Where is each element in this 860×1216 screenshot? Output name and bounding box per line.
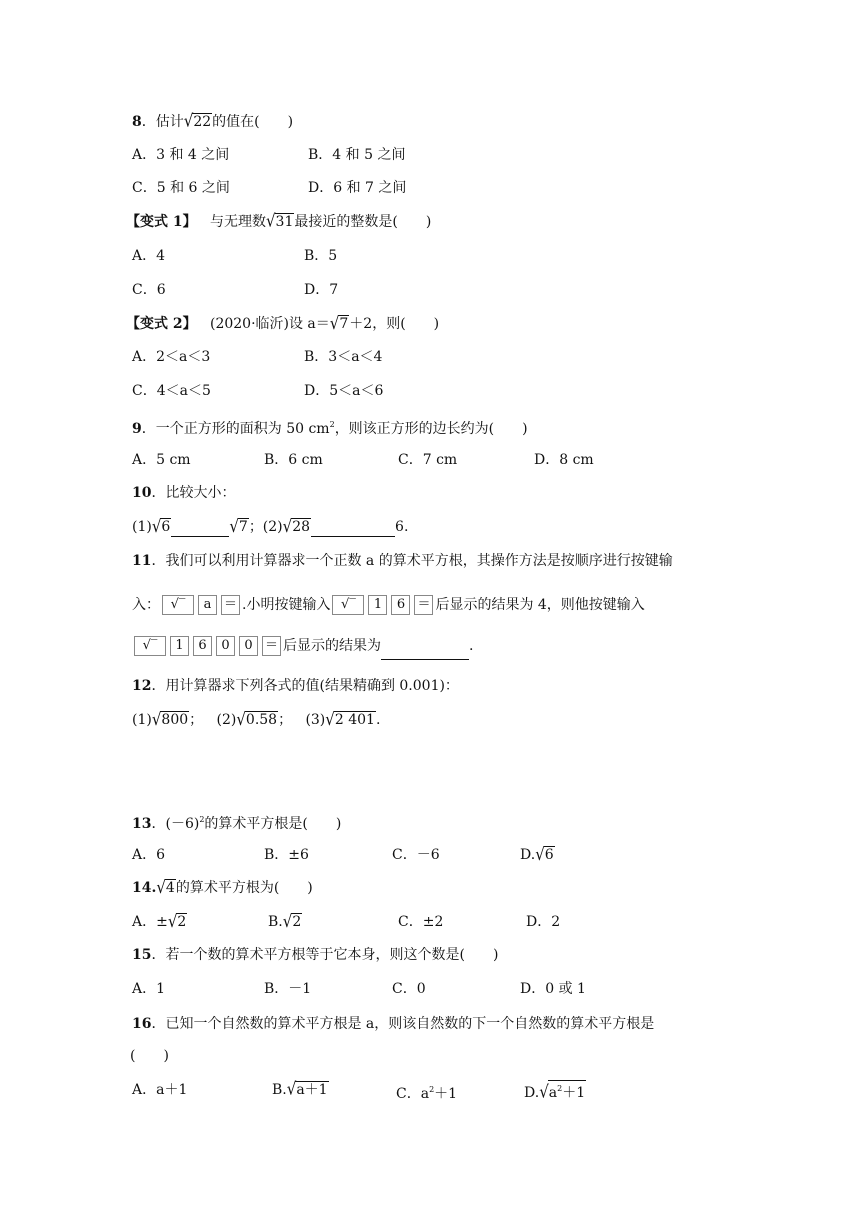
question-11-line-3 xyxy=(132,632,473,660)
radicand xyxy=(548,1080,586,1101)
option-b: B．3＜a＜4 xyxy=(304,349,383,365)
part-label: (2) xyxy=(216,712,237,728)
question-number: 13 xyxy=(132,816,152,832)
option-b xyxy=(272,1080,329,1100)
option-c: C．0 xyxy=(392,981,426,997)
stem-text: ．一个正方形的面积为 50 cm xyxy=(141,421,330,437)
sqrt-key-icon: √‾ xyxy=(134,636,166,656)
sqrt-sign: √ xyxy=(325,708,335,730)
variant-1-stem xyxy=(126,212,431,232)
question-number: 12 xyxy=(132,678,152,694)
option-a: A．5 cm xyxy=(132,452,191,468)
radicand: 7 xyxy=(238,519,248,535)
question-10-stem xyxy=(132,483,235,503)
separator: ； xyxy=(189,712,204,728)
sqrt-sign: √ xyxy=(282,515,293,537)
superscript: 2 xyxy=(429,1085,435,1094)
option-d: D．5＜a＜6 xyxy=(304,383,384,399)
option-d: D．7 xyxy=(304,282,339,298)
stem-text: ，则该正方形的边长约为( ) xyxy=(334,421,528,437)
key-equals: ＝ xyxy=(262,636,281,656)
option-label: D. xyxy=(524,1085,540,1101)
option-b xyxy=(268,912,302,932)
stem-text: ．(－6) xyxy=(151,816,200,832)
stem-text: ．已知一个自然数的算术平方根是 a，则该自然数的下一个自然数的算术平方根是 xyxy=(151,1016,655,1032)
sqrt-sign: √ xyxy=(329,312,340,334)
sqrt-sign: √ xyxy=(539,1081,549,1103)
question-number: 10 xyxy=(132,485,152,501)
sqrt-key-icon: √‾ xyxy=(162,595,194,615)
option-b: B．6 cm xyxy=(264,452,323,468)
option-d: D．8 cm xyxy=(534,452,594,468)
question-number: 14 xyxy=(132,880,152,896)
option-c xyxy=(396,1080,457,1104)
sqrt-sign: √ xyxy=(183,110,194,132)
radicand-rest: ＋1 xyxy=(562,1085,586,1101)
sqrt-sign: √ xyxy=(265,210,276,232)
sqrt-sign: √ xyxy=(151,515,162,537)
option-label: B. xyxy=(268,914,283,930)
option-b: B．5 xyxy=(304,248,338,264)
stem-text: 入： xyxy=(132,597,160,613)
question-number: 15 xyxy=(132,947,152,963)
question-11-line-1 xyxy=(132,551,673,571)
radicand: 2 401 xyxy=(334,712,375,728)
radicand: 28 xyxy=(292,519,311,535)
option-c: C．±2 xyxy=(398,914,444,930)
variant-2-stem xyxy=(126,314,439,334)
stem-text: ．比较大小： xyxy=(151,485,236,501)
radicand: 6 xyxy=(161,519,171,535)
radicand: 0.58 xyxy=(245,712,278,728)
sqrt-sign: √ xyxy=(151,708,162,730)
radicand: 31 xyxy=(275,214,294,230)
answer-parentheses: ( ) xyxy=(130,1048,169,1064)
question-14-stem xyxy=(132,878,313,898)
variant-tag: 【变式 2】 xyxy=(126,316,197,332)
stem-text: ．估计 xyxy=(141,114,184,130)
option-c: C．－6 xyxy=(392,847,440,863)
option-label: A．± xyxy=(132,914,168,930)
superscript: 2 xyxy=(329,420,335,429)
radicand: 6 xyxy=(544,847,554,863)
option-a: A．6 xyxy=(132,847,166,863)
separator: ； xyxy=(278,712,293,728)
separator: ；(2) xyxy=(248,519,283,535)
sqrt-sign: √ xyxy=(229,515,239,537)
option-d: D．2 xyxy=(526,914,561,930)
stem-text: .小明按键输入 xyxy=(242,597,331,613)
stem-text: ．用计算器求下列各式的值(结果精确到 0.001)： xyxy=(151,678,459,694)
stem-text: 6. xyxy=(395,519,409,535)
option-text: ＋1 xyxy=(434,1086,458,1102)
option-a xyxy=(132,912,187,932)
question-12-parts xyxy=(132,710,380,730)
radicand: 7 xyxy=(339,316,349,332)
key-equals: ＝ xyxy=(221,595,240,615)
question-9-stem xyxy=(132,415,528,439)
radicand: 4 xyxy=(165,880,175,896)
key-digit: 1 xyxy=(368,595,387,615)
option-a: A．4 xyxy=(132,248,166,264)
question-11-line-2 xyxy=(132,591,645,619)
superscript: 2 xyxy=(199,815,205,824)
stem-text: ．若一个数的算术平方根等于它本身，则这个数是( ) xyxy=(151,947,499,963)
option-b: B．±6 xyxy=(264,847,309,863)
superscript: 2 xyxy=(557,1084,563,1093)
question-15-stem xyxy=(132,945,498,965)
part-label: (1) xyxy=(132,712,152,728)
sqrt-sign: √ xyxy=(236,708,246,730)
option-c: C．4＜a＜5 xyxy=(132,383,211,399)
option-c: C．7 cm xyxy=(398,452,458,468)
radicand: 2 xyxy=(292,914,302,930)
radicand: 2 xyxy=(177,914,187,930)
radicand: 22 xyxy=(193,114,212,130)
stem-text: 与无理数 xyxy=(209,214,266,230)
option-d: D．0 或 1 xyxy=(520,981,586,997)
question-16-stem xyxy=(132,1014,654,1034)
option-d: D．6 和 7 之间 xyxy=(308,180,407,196)
option-d xyxy=(520,845,555,865)
stem-text: . xyxy=(469,638,474,654)
answer-blank[interactable] xyxy=(171,520,229,537)
variant-tag: 【变式 1】 xyxy=(126,214,197,230)
sqrt-sign: √ xyxy=(535,843,545,865)
radicand-base: a xyxy=(548,1085,558,1101)
stem-text: ＋2，则( ) xyxy=(349,316,440,332)
question-10-parts xyxy=(132,517,408,537)
option-label: C．a xyxy=(396,1086,430,1102)
key-digit: 1 xyxy=(170,636,189,656)
option-a: A．1 xyxy=(132,981,166,997)
option-d xyxy=(524,1080,586,1103)
radicand: 800 xyxy=(161,712,189,728)
part-label: (1) xyxy=(132,519,152,535)
option-label: B. xyxy=(272,1082,287,1098)
question-number: 9 xyxy=(132,421,142,437)
question-number: 8 xyxy=(132,114,142,130)
question-13-stem xyxy=(132,810,341,834)
sqrt-sign: √ xyxy=(282,910,293,932)
option-label: D. xyxy=(520,847,536,863)
sqrt-sign: √ xyxy=(286,1078,297,1100)
part-label: (3) xyxy=(305,712,326,728)
option-b: B．－1 xyxy=(264,981,312,997)
sqrt-sign: √ xyxy=(167,910,178,932)
stem-text: 的值在( ) xyxy=(212,114,294,130)
option-a: A．2＜a＜3 xyxy=(132,349,211,365)
question-number: 11 xyxy=(132,553,152,569)
stem-text: 的算术平方根为( ) xyxy=(175,880,313,896)
key-digit: 0 xyxy=(216,636,235,656)
option-c: C．6 xyxy=(132,282,166,298)
key-equals: ＝ xyxy=(414,595,433,615)
key-digit: 6 xyxy=(193,636,212,656)
sqrt-sign: √ xyxy=(156,876,166,898)
option-c: C．5 和 6 之间 xyxy=(132,180,230,196)
option-a: A．3 和 4 之间 xyxy=(132,147,230,163)
key-digit: 6 xyxy=(391,595,410,615)
stem-text: 后显示的结果为 xyxy=(283,638,381,654)
option-a: A．a＋1 xyxy=(132,1082,188,1098)
key-digit: 0 xyxy=(239,636,258,656)
radicand: a＋1 xyxy=(296,1082,328,1098)
answer-blank[interactable] xyxy=(381,643,469,660)
sqrt-key-icon: √‾ xyxy=(332,595,364,615)
stem-text: (2020·临沂)设 a＝ xyxy=(209,316,330,332)
separator: . xyxy=(375,712,381,728)
question-12-stem xyxy=(132,676,459,696)
answer-blank[interactable] xyxy=(311,520,395,537)
question-8-stem xyxy=(132,112,293,132)
number-dot: . xyxy=(151,880,157,896)
option-b: B．4 和 5 之间 xyxy=(308,147,406,163)
stem-text: ．我们可以利用计算器求一个正数 a 的算术平方根，其操作方法是按顺序进行按键输 xyxy=(151,553,673,569)
question-number: 16 xyxy=(132,1016,152,1032)
stem-text: 的算术平方根是( ) xyxy=(204,816,342,832)
stem-text: 后显示的结果为 4，则他按键输入 xyxy=(435,597,645,613)
stem-text: 最接近的整数是( ) xyxy=(294,214,432,230)
key-a: a xyxy=(198,595,217,615)
